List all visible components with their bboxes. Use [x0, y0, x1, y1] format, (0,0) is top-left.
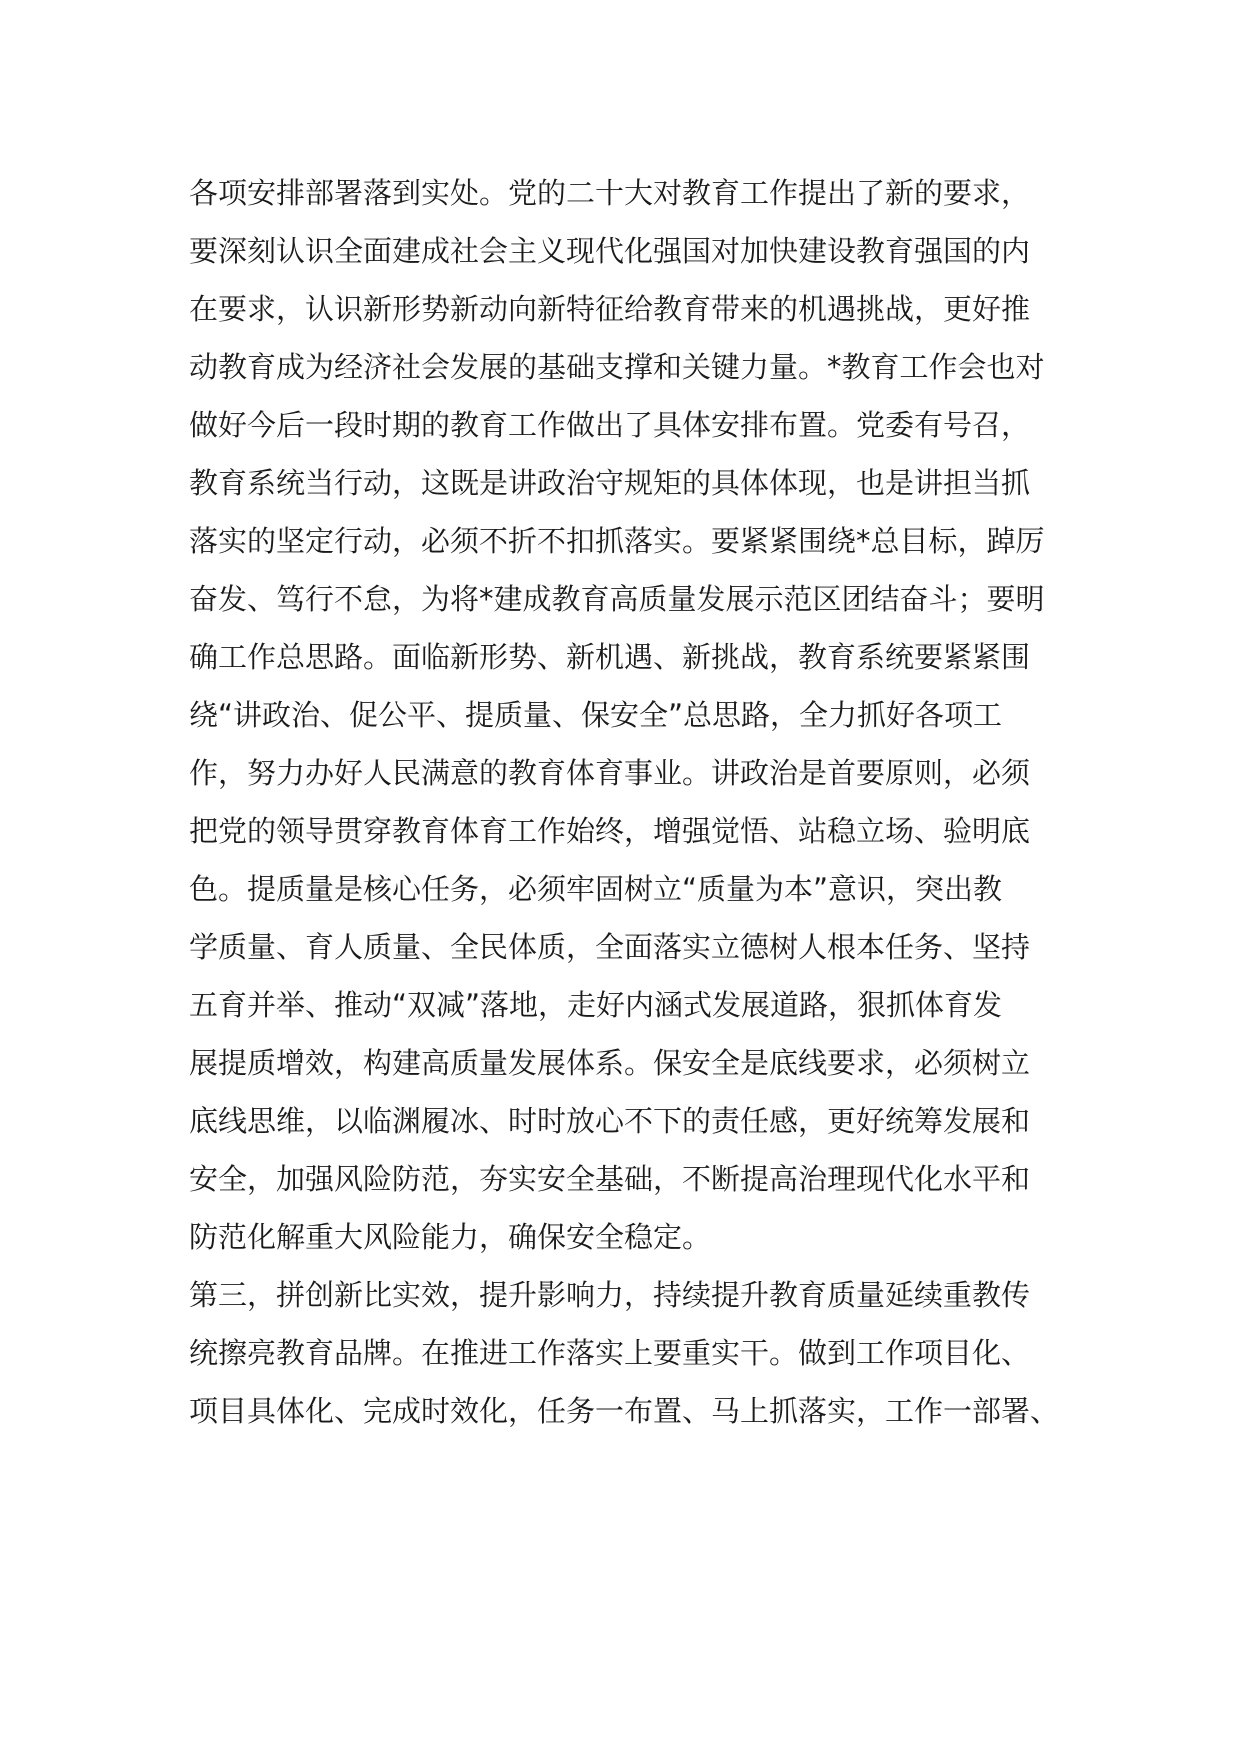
text-line: 确工作总思路。面临新形势、新机遇、新挑战，教育系统要紧紧围 [189, 640, 1031, 674]
text-line: 作，努力办好人民满意的教育体育事业。讲政治是首要原则，必须 [189, 756, 1031, 790]
text-line: 防范化解重大风险能力，确保安全稳定。 [189, 1220, 712, 1254]
text-line: 把党的领导贯穿教育体育工作始终，增强觉悟、站稳立场、验明底 [189, 814, 1031, 848]
text-line: 教育系统当行动，这既是讲政治守规矩的具体体现，也是讲担当抓 [189, 466, 1031, 500]
text-line: 第三，拼创新比实效，提升影响力，持续提升教育质量延续重教传 [189, 1278, 1031, 1312]
text-line: 学质量、育人质量、全民体质，全面落实立德树人根本任务、坚持 [189, 930, 1031, 964]
text-line: 色。提质量是核心任务，必须牢固树立“质量为本”意识，突出教 [189, 872, 1003, 906]
text-line: 绕“讲政治、促公平、提质量、保安全”总思路，全力抓好各项工 [189, 698, 1003, 732]
text-line: 动教育成为经济社会发展的基础支撑和关键力量。*教育工作会也对 [189, 350, 1045, 384]
text-line: 做好今后一段时期的教育工作做出了具体安排布置。党委有号召， [189, 408, 1031, 442]
text-line: 底线思维，以临渊履冰、时时放心不下的责任感，更好统筹发展和 [189, 1104, 1031, 1138]
text-line: 安全，加强风险防范，夯实安全基础，不断提高治理现代化水平和 [189, 1162, 1031, 1196]
text-line: 展提质增效，构建高质量发展体系。保安全是底线要求，必须树立 [189, 1046, 1031, 1080]
text-line: 要深刻认识全面建成社会主义现代化强国对加快建设教育强国的内 [189, 234, 1031, 268]
text-line: 统擦亮教育品牌。在推进工作落实上要重实干。做到工作项目化、 [189, 1336, 1031, 1370]
text-line: 在要求，认识新形势新动向新特征给教育带来的机遇挑战，更好推 [189, 292, 1031, 326]
text-line: 落实的坚定行动，必须不折不扣抓落实。要紧紧围绕*总目标，踔厉 [189, 524, 1045, 558]
text-line: 奋发、笃行不怠，为将*建成教育高质量发展示范区团结奋斗；要明 [189, 582, 1045, 616]
text-line: 五育并举、推动“双减”落地，走好内涵式发展道路，狠抓体育发 [189, 988, 1003, 1022]
text-line: 项目具体化、完成时效化，任务一布置、马上抓落实，工作一部署、 [189, 1394, 1060, 1428]
text-line: 各项安排部署落到实处。党的二十大对教育工作提出了新的要求， [189, 176, 1031, 210]
